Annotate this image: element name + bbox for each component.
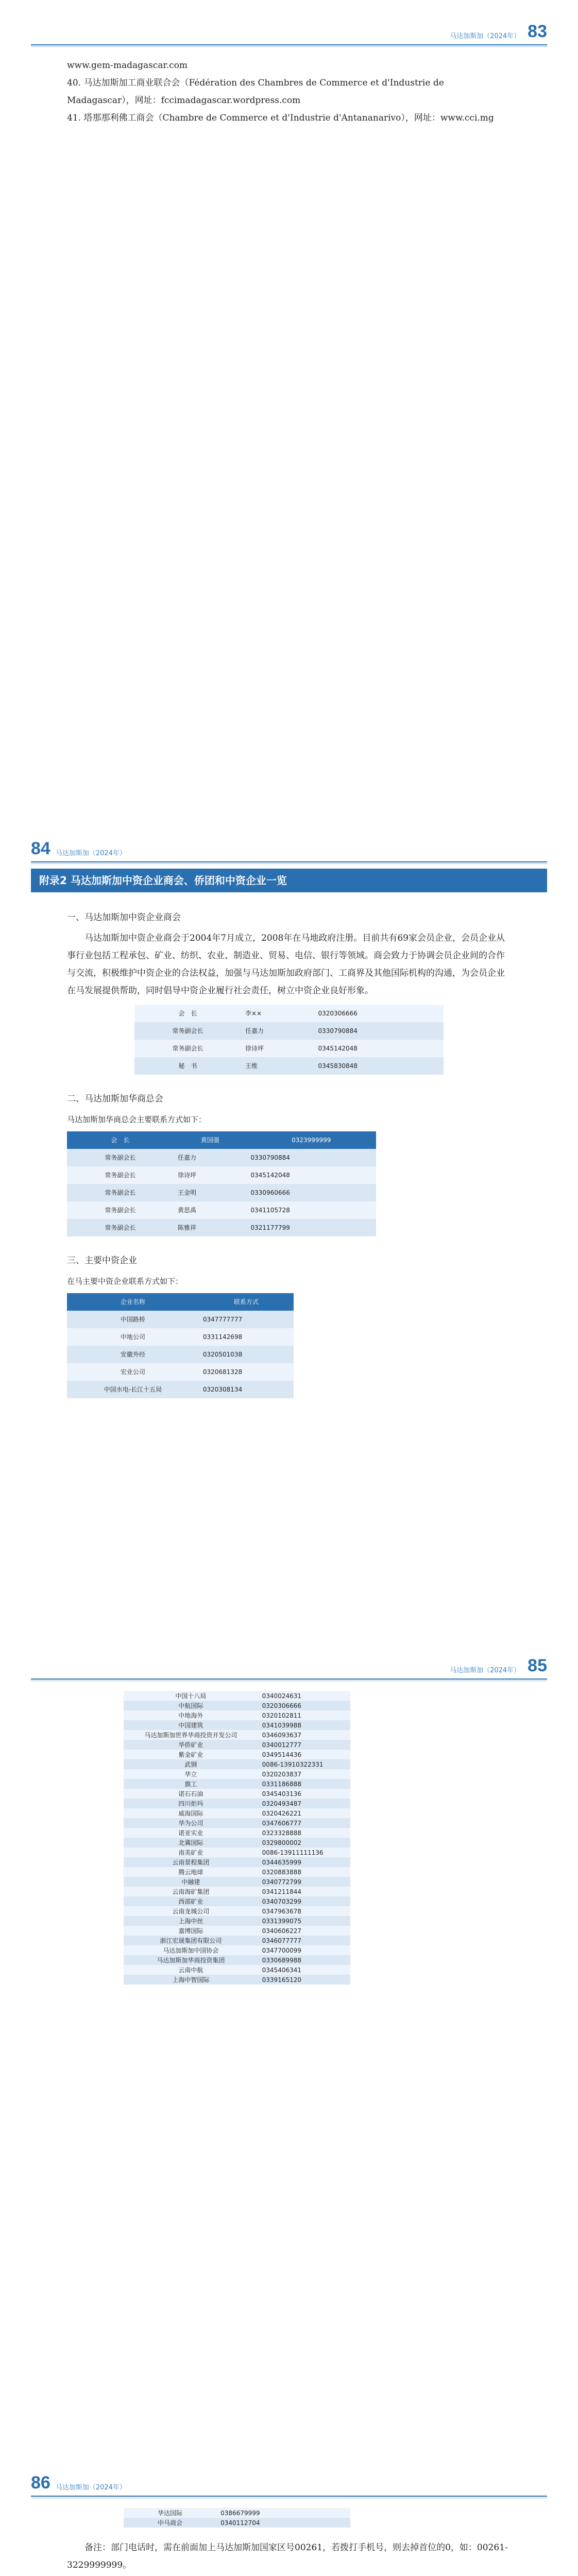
enterprise-table-continued [124,1691,350,1985]
table-row [124,1789,350,1799]
table-row: 中地公司 0331142698 [67,1328,294,1346]
table-row: 常务副会长 任嘉力 0330790884 [134,1022,444,1040]
contact-cell: 0331399075 [258,1916,350,1926]
company-name-cell: 北冀国际 [124,1838,258,1848]
table-row: 常务副会长 徐诗坪 0345142048 [67,1166,376,1184]
contact-cell: 0320203837 [258,1769,350,1779]
table-row [124,1867,350,1877]
header-guide-label: 马达加斯加（2024年） [450,1667,521,1674]
paragraph: 马达加斯加中资企业商会于2004年7月成立，2008年在马地政府注册。目前共有69家会员企业，会员企业从事行业包括工程承包、矿业、纺织、农业、制造业、贸易、电信、银行等领域。商会致力于协调会员企业间的合作与交流，积极维护中资企业的合法权益，加强与马达加斯加政府部门、工商界及其他国际机构的沟通，为会员企业在马发展提供帮助，同时倡导中资企业履行社会责任，树立中资企业良好形象。 [67,933,505,996]
company-name-cell: 华为公司 [124,1818,258,1828]
company-name-cell: 浙江宏晟集团有限公司 [124,1936,258,1945]
table-row [124,1720,350,1730]
page-83 [0,0,578,817]
table-row [124,1808,350,1818]
table-row [124,1848,350,1857]
contact-cell: 0320306666 [258,1701,350,1710]
company-name-cell: 马达加斯加中国协会 [124,1945,258,1955]
section-title: 三、主要中资企业 [67,1256,137,1266]
contact-cell: 0331186888 [258,1779,350,1789]
company-name-cell: 诺石石油 [124,1789,258,1799]
company-name-cell: 腾云地球 [124,1867,258,1877]
header-rule [31,861,547,862]
company-name-cell: 四川炬玛 [124,1799,258,1808]
company-name-cell: 武钢 [124,1759,258,1769]
contact-cell: 0339165120 [258,1975,350,1985]
company-name-cell: 华侨矿业 [124,1740,258,1750]
chamber-table [134,1005,444,1075]
contact-cell: 0320883888 [258,1867,350,1877]
appendix-body [67,900,511,1398]
table-row [124,1818,350,1828]
contact-cell: 0340772799 [258,1877,350,1887]
table-row [124,1975,350,1985]
contact-cell: 0320493487 [258,1799,350,1808]
contact-cell: 0340012777 [258,1740,350,1750]
table-row [124,1730,350,1740]
contact-cell: 0341039988 [258,1720,350,1730]
header-guide-label: 马达加斯加（2024年） [55,850,126,857]
section-title: 二、马达加斯加华商总会 [67,1094,163,1104]
contact-cell: 0341211844 [258,1887,350,1896]
company-name-cell: 诺亚实业 [124,1828,258,1838]
table-row [124,1965,350,1975]
contact-cell: 0330689988 [258,1955,350,1965]
contact-cell: 0086-13910322331 [258,1759,350,1769]
company-name-cell: 紫金矿业 [124,1750,258,1759]
table-row [124,1936,350,1945]
page-header [31,2474,126,2492]
contact-cell: 0329800002 [258,1838,350,1848]
contact-cell: 0340703299 [258,1896,350,1906]
table-row [124,1710,350,1720]
table-row [124,1838,350,1848]
header-rule-thin [31,863,547,864]
contact-cell: 0086-13911111136 [258,1848,350,1857]
table-row [124,1896,350,1906]
contact-cell: 0345406341 [258,1965,350,1975]
company-name-cell: 云南景程集团 [124,1857,258,1867]
company-name-cell: 云南龙城公司 [124,1906,258,1916]
table-header-row: 企业名称 联系方式 [67,1293,294,1311]
company-name-cell: 云南中航 [124,1965,258,1975]
reference-item: 41. 塔那那利佛工商会（Chambre de Commerce et d'Industrie d'Antananarivo），网址：www.cci.mg [67,113,494,123]
company-name-cell: 上海中丝 [124,1916,258,1926]
contact-cell: 0346093637 [258,1730,350,1740]
header-rule [31,1679,547,1680]
header-rule [31,2496,547,2497]
table-row: 中国水电-长江十五局 0320308134 [67,1381,294,1398]
company-name-cell: 上海中智国际 [124,1975,258,1985]
contact-cell: 0345403136 [258,1789,350,1799]
table-row [124,1887,350,1896]
contact-cell: 0320426221 [258,1808,350,1818]
table-header-row: 会 长 黄国强 0323999999 [67,1131,376,1149]
footnote: 备注：部门电话时，需在前面加上马达加斯加国家区号00261，若拨打手机号，则去掉首位的0，如：00261-3229999999。 [67,2543,508,2570]
table-row: 中国路桥 0347777777 [67,1311,294,1328]
company-name-cell: 华立 [124,1769,258,1779]
table-row: 安徽外经 0320501038 [67,1346,294,1363]
company-name-cell: 中地海外 [124,1710,258,1720]
company-name-cell: 云南海矿集团 [124,1887,258,1896]
table-row: 宏业公司 0320681328 [67,1363,294,1381]
contact-cell: 0346077777 [258,1936,350,1945]
contact-cell: 0340606227 [258,1926,350,1936]
table-row [124,1799,350,1808]
page-number: 83 [528,22,547,41]
page-number: 84 [31,839,50,858]
company-name-cell: 马达加斯加世界华商投资开发公司 [124,1730,258,1740]
table-row [124,1906,350,1916]
company-name-cell: 西部矿业 [124,1896,258,1906]
page-header [31,840,126,857]
table-row: 秘 书 王维 0345830848 [134,1057,444,1075]
section-note: 马达加斯加华商总会主要联系方式如下： [67,1115,207,1124]
enterprise-table-end [124,2508,350,2528]
table-row: 中马商会 0340112704 [124,2518,350,2528]
table-row [124,1955,350,1965]
company-name-cell: 中国十八局 [124,1691,258,1701]
page-86 [0,2451,578,2576]
contact-cell: 0340024631 [258,1691,350,1701]
company-name-cell: 旗工 [124,1779,258,1789]
contact-cell: 0347963678 [258,1906,350,1916]
table-row [124,1877,350,1887]
section-title: 一、马达加斯加中资企业商会 [67,912,181,923]
table-row [124,1857,350,1867]
table-row [124,1769,350,1779]
table-row [124,1828,350,1838]
table-row: 常务副会长 王金明 0330960666 [67,1184,376,1201]
enterprise-table [67,1293,294,1398]
appendix-banner: 附录2 马达加斯加中资企业商会、侨团和中资企业一览 [31,869,547,892]
table-row: 常务副会长 任嘉力 0330790884 [67,1149,376,1166]
page-number: 86 [31,2473,50,2493]
company-name-cell: 中国建筑 [124,1720,258,1730]
reference-list [67,57,511,127]
header-guide-label: 马达加斯加（2024年） [450,32,521,40]
table-row [124,1779,350,1789]
company-name-cell: 中航国际 [124,1701,258,1710]
company-name-cell: 南美矿业 [124,1848,258,1857]
table-row: 常务副会长 陈雅祥 0321177799 [67,1219,376,1236]
table-row [124,1691,350,1701]
reference-item: www.gem-madagascar.com [67,60,188,71]
reference-item: 40. 马达加斯加工商业联合会（Fédération des Chambres de Commerce et d'Industrie de Madagascar），网址：fccimadagascar.wordpress.com [67,78,444,106]
page-84 [0,817,578,1634]
table-row [124,1916,350,1926]
contact-cell: 0344635999 [258,1857,350,1867]
page-header [450,23,547,40]
contact-cell: 0349514436 [258,1750,350,1759]
note-block [67,2539,511,2574]
page-number: 85 [528,1656,547,1675]
table-row: 华达国际 0386679999 [124,2508,350,2518]
contact-cell: 0347606777 [258,1818,350,1828]
company-name-cell: 马达加斯加华商投资集团 [124,1955,258,1965]
table-row: 常务副会长 徐诗坪 0345142048 [134,1040,444,1057]
huashang-table [67,1131,376,1236]
table-row [124,1926,350,1936]
header-guide-label: 马达加斯加（2024年） [55,2484,126,2492]
table-row [124,1759,350,1769]
company-name-cell: 中融建 [124,1877,258,1887]
contact-cell: 0347700099 [258,1945,350,1955]
company-name-cell: 威海国际 [124,1808,258,1818]
table-row [124,1750,350,1759]
table-row [124,1701,350,1710]
section-note: 在马主要中资企业联系方式如下： [67,1277,183,1286]
company-name-cell: 嘉博国际 [124,1926,258,1936]
header-rule-thin [31,46,547,47]
table-row: 会 长 李×× 0320306666 [134,1005,444,1022]
table-row [124,1740,350,1750]
page-85 [0,1634,578,2451]
header-rule [31,44,547,45]
contact-cell: 0320102811 [258,1710,350,1720]
page-header [450,1657,547,1674]
table-row: 常务副会长 黄思禹 0341105728 [67,1201,376,1219]
table-row [124,1945,350,1955]
contact-cell: 0323328888 [258,1828,350,1838]
